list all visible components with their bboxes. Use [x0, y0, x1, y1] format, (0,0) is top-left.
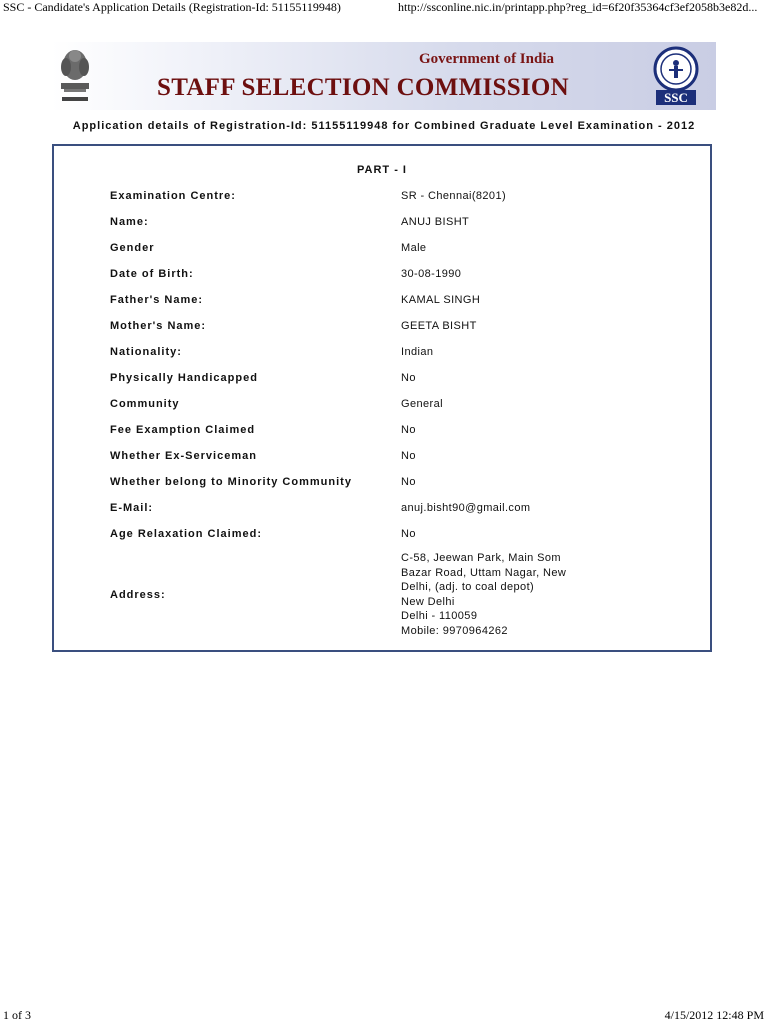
field-value: GEETA BISHT: [401, 320, 477, 332]
print-header-title: SSC - Candidate's Application Details (Registration-Id: 51155119948): [3, 0, 341, 14]
field-label: Gender: [110, 242, 155, 254]
field-row-examination-centre: [54, 190, 710, 206]
field-label: Mother's Name:: [110, 320, 207, 332]
field-value: Indian: [401, 346, 434, 358]
field-row-nationality: [54, 346, 710, 362]
field-label: Address:: [110, 589, 166, 601]
field-row-physically-handicapped: [54, 372, 710, 388]
field-value: No: [401, 424, 416, 436]
field-label: Physically Handicapped: [110, 372, 258, 384]
print-header-url: http://ssconline.nic.in/printapp.php?reg_id=6f20f35364cf3ef2058b3e82d...: [398, 0, 758, 14]
print-datetime: 4/15/2012 12:48 PM: [664, 1008, 764, 1022]
address-line: C-58, Jeewan Park, Main Som: [401, 552, 561, 564]
field-label: Community: [110, 398, 180, 410]
field-row-gender: [54, 242, 710, 258]
print-footer: [0, 1008, 768, 1022]
field-value: No: [401, 450, 416, 462]
field-value: General: [401, 398, 443, 410]
ssc-logo-text: SSC: [664, 90, 688, 105]
field-label: Name:: [110, 216, 149, 228]
field-row-age-relaxation: [54, 528, 710, 544]
part-title: PART - I: [357, 164, 407, 176]
ssc-logo-icon: [653, 46, 699, 106]
government-of-india-heading: Government of India: [419, 51, 554, 67]
application-heading: Application details of Registration-Id: 51155119948 for Combined Graduate Level Examination - 2012: [72, 120, 696, 132]
field-label: Whether Ex-Serviceman: [110, 450, 257, 462]
field-row-mothers-name: [54, 320, 710, 336]
field-row-fathers-name: [54, 294, 710, 310]
field-row-community: [54, 398, 710, 414]
field-value: anuj.bisht90@gmail.com: [401, 502, 531, 514]
field-row-minority-community: [54, 476, 710, 492]
field-label: E-Mail:: [110, 502, 154, 514]
field-label: Date of Birth:: [110, 268, 194, 280]
field-row-name: [54, 216, 710, 232]
field-label: Fee Examption Claimed: [110, 424, 256, 436]
field-value: No: [401, 528, 416, 540]
field-row-ex-serviceman: [54, 450, 710, 466]
field-value: Male: [401, 242, 427, 254]
address-line: Mobile: 9970964262: [401, 624, 508, 637]
national-emblem-icon: [55, 45, 95, 107]
address-line: Bazar Road, Uttam Nagar, New: [401, 566, 567, 579]
field-label: Father's Name:: [110, 294, 204, 306]
application-details-box: [52, 144, 712, 652]
field-value: 30-08-1990: [401, 268, 462, 280]
address-line: Delhi, (adj. to coal depot): [401, 581, 535, 593]
field-row-email: [54, 502, 710, 518]
field-label: Examination Centre:: [110, 190, 236, 202]
print-header: [0, 0, 768, 14]
address-line: Delhi - 110059: [401, 610, 478, 622]
field-value: KAMAL SINGH: [401, 294, 481, 306]
field-value: ANUJ BISHT: [401, 216, 470, 228]
field-label: Age Relaxation Claimed:: [110, 528, 262, 540]
field-label: Nationality:: [110, 346, 182, 358]
field-row-address: [54, 551, 710, 641]
ssc-banner: [51, 42, 716, 110]
field-label: Whether belong to Minority Community: [110, 476, 352, 488]
field-row-fee-exemption: [54, 424, 710, 440]
field-value: No: [401, 476, 416, 488]
commission-title: STAFF SELECTION COMMISSION: [157, 74, 570, 101]
address-line: New Delhi: [401, 595, 455, 608]
address-value: [401, 551, 601, 638]
field-value: No: [401, 372, 416, 384]
field-row-date-of-birth: [54, 268, 710, 284]
field-value: SR - Chennai(8201): [401, 190, 507, 202]
page-number: 1 of 3: [3, 1008, 31, 1022]
